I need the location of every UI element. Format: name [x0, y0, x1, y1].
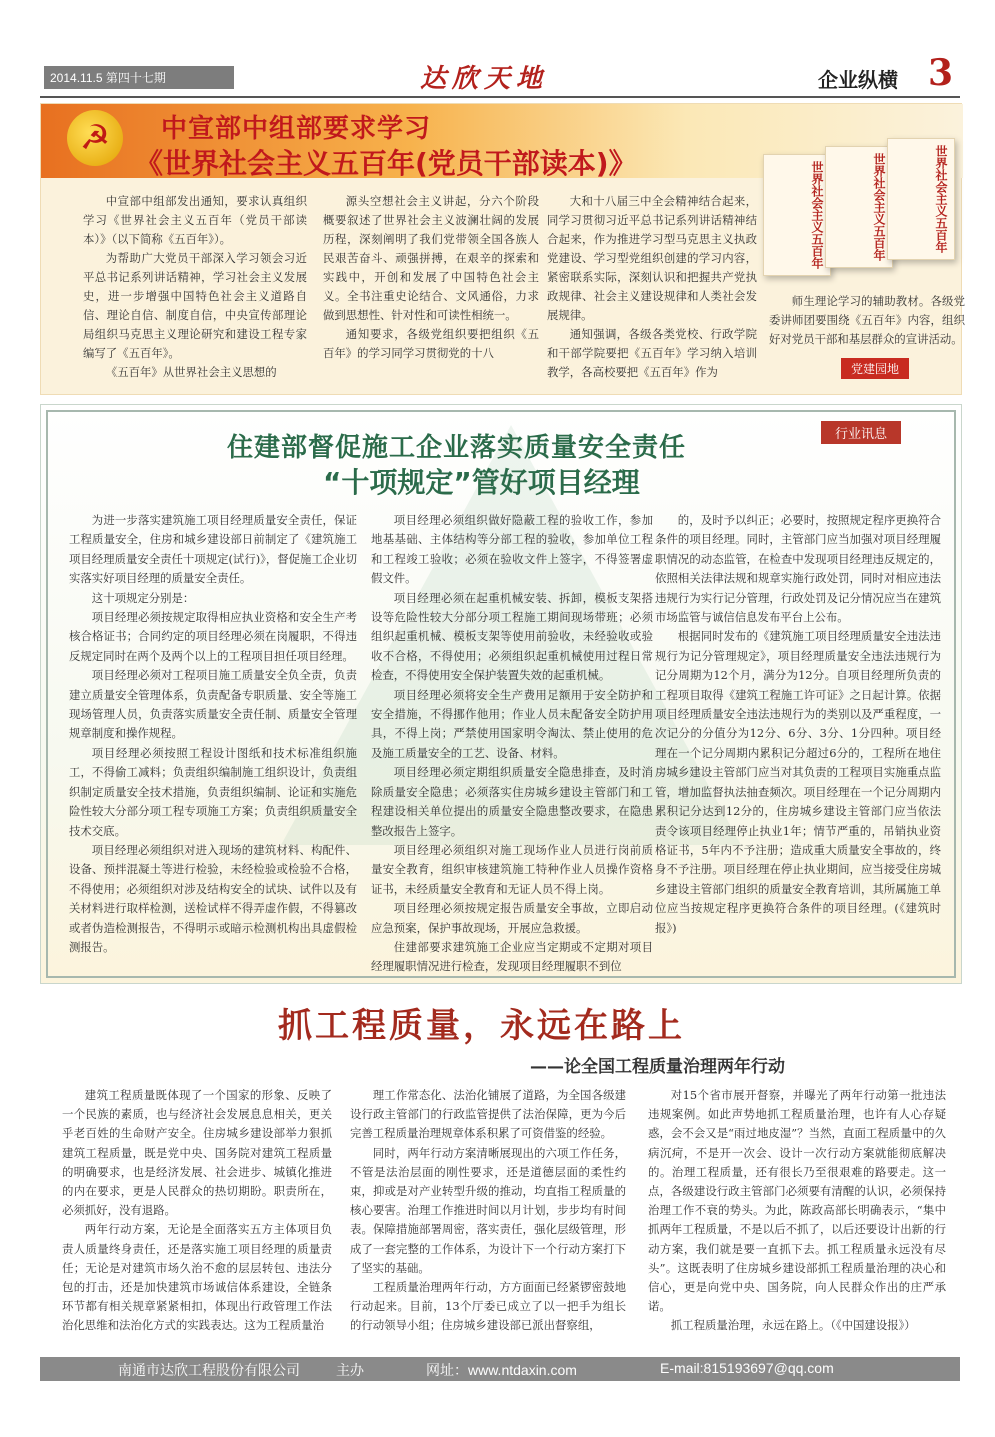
- footer-website-link[interactable]: 网址：www.ntdaxin.com: [426, 1362, 577, 1378]
- newspaper-logo: 达欣天地: [420, 64, 549, 94]
- paragraph: 项目经理必须将安全生产费用足额用于安全防护和安全措施，不得挪作他用；作业人员未配备安全防护用具，不得上岗；严禁使用国家明令淘汰、禁止使用的危及施工质量安全的工艺、设备、材料。: [371, 687, 653, 760]
- book-cover: 世界社会主义五百年: [887, 138, 955, 260]
- paragraph: 为帮助广大党员干部深入学习领会习近平总书记系列讲话精神，学习社会主义发展史，进一步增强中国特色社会主义道路自信、理论自信、制度自信，中央宣传部理论局组织马克思主义理论研究和建设工程专家编写了《五百年》。: [83, 251, 307, 360]
- quality-article-title: 抓工程质量，永远在路上: [278, 1006, 685, 1046]
- article-column: [655, 511, 941, 938]
- book-cover: 世界社会主义五百年: [825, 146, 893, 268]
- party-article-title: 中宣部中组部要求学习: [161, 114, 432, 144]
- paragraph: 建筑工程质量既体现了一个国家的形象、反映了一个民族的素质，也与经济社会发展息息相关，更关乎老百姓的生命财产安全。住房城乡建设部举力狠抓建筑工程质量，既是党中央、国务院对建筑工程质量的明确要求，也是经济发展、社会进步、城镇化推进的内在要求，更是人民群众的热切期盼。职责所在，必须抓好，没有退路。: [62, 1088, 332, 1218]
- party-article-title-2: 《世界社会主义五百年(党员干部读本)》: [135, 147, 637, 180]
- paragraph: 通知强调，各级各类党校、行政学院和干部学院要把《五百年》学习纳入培训教学，各高校要把《五百年》作为: [547, 327, 757, 379]
- paragraph: 理工作常态化、法治化铺展了道路，为全国各级建设行政主管部门的行政监管提供了法治保障，更为今后完善工程质量治理规章体系积累了可资借鉴的经验。: [350, 1088, 626, 1141]
- article-column: [769, 292, 965, 349]
- paragraph: 项目经理必须对工程项目施工质量安全负全责，负责建立质量安全管理体系，负责配备专职质量、安全等施工现场管理人员，负责落实质量安全责任制、质量安全管理规章制度和操作规程。: [69, 668, 357, 741]
- paragraph: 为进一步落实建筑施工项目经理质量安全责任，保证工程质量安全，住房和城乡建设部日前制定了《建筑施工项目经理质量安全责任十项规定(试行)》，督促施工企业切实落实好项目经理的质量安全责任。: [69, 513, 357, 586]
- book-cover: 世界社会主义五百年: [763, 154, 831, 276]
- article-column: [350, 1086, 626, 1336]
- column-tag: 党建园地: [841, 358, 909, 379]
- party-emblem-icon: ☭: [67, 110, 123, 166]
- paragraph: 这十项规定分别是：: [91, 590, 195, 605]
- article-column: [62, 1086, 332, 1336]
- paragraph: 项目经理必须组织对进入现场的建筑材料、构配件、设备、预拌混凝土等进行检验，未经检验或检验不合格，不得使用；必须组织对涉及结构安全的试块、试件以及有关材料进行取样检测，送检试样不得弄虚作假，不得篡改或者伪造检测报告，不得明示或暗示检测机构出具虚假检测报告。: [69, 842, 357, 954]
- article-column: [83, 192, 307, 382]
- footer-company: 南通市达欣工程股份有限公司: [118, 1362, 300, 1378]
- issue-date: 2014.11.5 第四十七期: [44, 66, 234, 89]
- paragraph: 项目经理必须按规定取得相应执业资格和安全生产考核合格证书；合同约定的项目经理必须在岗履职，不得违反规定同时在两个及两个以上的工程项目担任项目经理。: [69, 610, 357, 663]
- article-column: [648, 1086, 946, 1336]
- article-column: [323, 192, 539, 363]
- paragraph: 项目经理必须组织对施工现场作业人员进行岗前质量安全教育，组织审核建筑施工特种作业人员操作资格证书，未经质量安全教育和无证人员不得上岗。: [371, 842, 653, 896]
- footer-email-link[interactable]: E-mail:815193697@qq.com: [660, 1360, 834, 1376]
- industry-article-subtitle: “十项规定”管好项目经理: [323, 466, 640, 499]
- paragraph: 同时，两年行动方案清晰展现出的六项工作任务，不管是法治层面的刚性要求，还是道德层面的柔性约束，抑或是对产业转型升级的推动，均直指工程质量的核心要害。治理工作推进时间以月计划，步步均有时间表。保障措施部署周密，落实责任，强化层级管理，形成了一套完整的工作体系，为设计下一个行动方案打下了坚实的基础。: [350, 1145, 626, 1275]
- paragraph: 对15个省市展开督察，并曝光了两年行动第一批违法违规案例。如此声势地抓工程质量治理，也许有人心存疑惑，会不会又是“雨过地皮湿”？当然，直面工程质量中的久病沉疴，不是开一次会、设计一次行动方案就能彻底解决的。治理工程质量，还有很长乃至很艰难的路要走。这一点，各级建设行政主管部门必须要有清醒的认识，必须保持治理工作不衰的势头。为此，陈政高部长明确表示，“集中抓两年工程质量，不是以后不抓了，以后还要设计出新的行动方案，我们就是要一直抓下去。抓工程质量永远没有尽头”。这既表明了住房城乡建设部抓工程质量治理的决心和信心，更是向党中央、国务院，向人民群众作出的庄严承诺。: [648, 1088, 946, 1314]
- paragraph: 《五百年》从世界社会主义思想的: [105, 365, 277, 379]
- industry-article: [40, 404, 962, 984]
- paragraph: 抓工程质量治理，永远在路上。（《中国建设报》）: [670, 1318, 916, 1333]
- paragraph: 两年行动方案，无论是全面落实五方主体项目负责人质量终身责任，还是落实施工项目经理的质量责任；无论是对建筑市场久治不愈的层层转包、违法分包的打击，还是加快建筑市场诚信体系建设，全链条环节都有相关规章紧紧相扣，体现出行政管理工作法治化思维和法治化方式的实践表达。这为工程质量治: [62, 1222, 332, 1333]
- column-tag: 行业讯息: [821, 421, 901, 444]
- page-number: 3: [928, 52, 954, 94]
- footer-bar: [40, 1357, 960, 1381]
- article-column: [547, 192, 757, 382]
- party-article: [40, 103, 965, 395]
- paragraph: 项目经理必须在起重机械安装、拆卸，模板支架搭设等危险性较大分部分项工程施工期间现场带班；必须组织起重机械、模板支架等使用前验收，未经验收或验收不合格，不得使用；必须组织起重机械使用过程日常检查，不得使用安全保护装置失效的起重机械。: [371, 590, 653, 683]
- paragraph: 大和十八届三中全会精神结合起来，同学习贯彻习近平总书记系列讲话精神结合起来，作为推进学习型马克思主义执政党建设、学习型党组织创建的学习内容，紧密联系实际，深刻认识和把握共产党执政规律、社会主义建设规律和人类社会发展规律。: [547, 194, 757, 322]
- paragraph: 中宣部中组部发出通知，要求认真组织学习《世界社会主义五百年（党员干部读本）》（以下简称《五百年》）。: [83, 194, 307, 246]
- paragraph: 师生理论学习的辅助教材。各级党委讲师团要围绕《五百年》内容，组织好对党员干部和基层群众的宣讲活动。: [769, 294, 965, 346]
- paragraph: 项目经理必须组织做好隐蔽工程的验收工作，参加地基基础、主体结构等分部工程的验收，参加单位工程和工程竣工验收；必须在验收文件上签字，不得签署虚假文件。: [371, 513, 653, 586]
- paragraph: 项目经理必须按照工程设计图纸和技术标准组织施工，不得偷工减料；负责组织编制施工组织设计，负责组织制定质量安全技术措施，负责组织编制、论证和实施危险性较大分部分项工程专项施工方案；负责组织质量安全技术交底。: [69, 745, 357, 838]
- quality-article-subtitle: ——论全国工程质量治理两年行动: [530, 1057, 785, 1077]
- paragraph: 项目经理必须按规定报告质量安全事故，立即启动应急预案，保护事故现场，开展应急救援。: [371, 901, 653, 935]
- article-column: [371, 511, 653, 977]
- paragraph: 项目经理必须定期组织质量安全隐患排查，及时消除质量安全隐患；必须落实住房城乡建设主管部门和工程建设相关单位提出的质量安全隐患整改要求，在隐患整改报告上签字。: [371, 765, 653, 838]
- paragraph: 通知要求，各级党组织要把组织《五百年》的学习同学习贯彻党的十八: [323, 327, 539, 360]
- paragraph: 根据同时发布的《建筑施工项目经理质量安全违法违规行为记分管理规定》，项目经理质量安全违法违规行为记分周期为12个月，满分为12分。自项目经理所负责的工程项目取得《建筑工程施工许可证》之日起计算。依据项目经理质量安全违法违规行为的类别以及严重程度，一次记分的分值分为12分、6分、3分、1分四种。项目经理在一个记分周期内累积记分超过6分的，工程所在地住房城乡建设主管部门应当对其负责的工程项目实施重点监管，增加监督执法抽查频次。项目经理在一个记分周期内累积记分达到12分的，住房城乡建设主管部门应当依法责令该项目经理停止执业1年；情节严重的，吊销执业资格证书，5年内不予注册；造成重大质量安全事故的，终身不予注册。项目经理在停止执业期间，应当接受住房城乡建设主管部门组织的质量安全教育培训，其所属施工单位应当按规定程序更换符合条件的项目经理。(《建筑时报》): [655, 629, 941, 935]
- paragraph: 源头空想社会主义讲起，分六个阶段概要叙述了世界社会主义波澜壮阔的发展历程，深刻阐明了我们党带领全国各族人民艰苦奋斗、顽强拼搏，在艰辛的探索和实践中，开创和发展了中国特色社会主义。全书注重史论结合、文风通俗，力求做到思想性、针对性和可读性相统一。: [323, 194, 539, 322]
- section-title: 企业纵横: [818, 68, 898, 92]
- paragraph: 工程质量治理两年行动，方方面面已经紧锣密鼓地行动起来。目前，13个厅委已成立了以一把手为组长的行动领导小组；住房城乡建设部已派出督察组，: [350, 1280, 626, 1333]
- footer-host: 主办: [336, 1362, 364, 1378]
- paragraph: 住建部要求建筑施工企业应当定期或不定期对项目经理履职情况进行检查，发现项目经理履职不到位: [371, 939, 653, 974]
- article-column: [69, 511, 357, 957]
- masthead: [40, 52, 960, 98]
- book-covers-image: [763, 134, 963, 284]
- paragraph: 的，及时予以纠正；必要时，按照规定程序更换符合条件的项目经理。同时，主管部门应当加强对项目经理履职情况的动态监管，在检查中发现项目经理违反规定的，依照相关法律法规和规章实施行政处罚，同时对相应违法违规行为实行记分管理，行政处罚及记分情况应当在建筑市场监管与诚信信息发布平台上公布。: [655, 513, 941, 625]
- industry-article-title: 住建部督促施工企业落实质量安全责任: [227, 433, 687, 463]
